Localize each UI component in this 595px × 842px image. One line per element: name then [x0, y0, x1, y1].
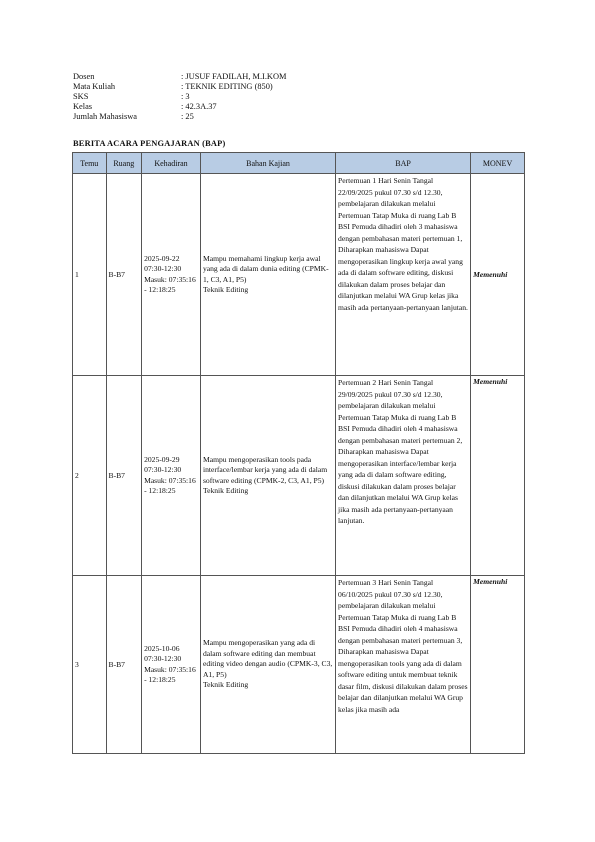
info-row-class	[73, 102, 286, 112]
info-value: : JUSUF FADILAH, M.I.KOM	[181, 72, 287, 81]
info-label: Kelas	[73, 101, 93, 111]
cell-ruang: B-B7	[106, 376, 142, 576]
header-bahan-kajian: Bahan Kajian	[200, 153, 335, 174]
info-label: Dosen	[73, 72, 95, 81]
cell-temu: 1	[73, 174, 107, 376]
info-label: SKS	[73, 91, 89, 101]
cell-monev: Memenuhi	[471, 576, 525, 754]
info-label: Jumlah Mahasiswa	[73, 111, 137, 121]
header-kehadiran: Kehadiran	[142, 153, 201, 174]
section-title: BERITA ACARA PENGAJARAN (BAP)	[73, 139, 226, 148]
course-info	[73, 72, 286, 122]
topic-text: Mampu mengoperasikan tools pada interface/lembar kerja yang ada di dalam software editing (CPMK-2, C3, A1, P5)	[202, 454, 328, 485]
info-row-students	[73, 112, 286, 122]
cell-bahan-kajian	[200, 376, 335, 576]
cell-temu: 3	[73, 576, 107, 754]
cell-bap: Pertemuan 1 Hari Senin Tangal 22/09/2025 pukul 07.30 s/d 12.30, pembelajaran dilakukan melalui Pertemuan Tatap Muka di ruang Lab B BSI Pemuda dihadiri oleh 3 mahasiswa dengan pembahasan materi pertemuan 1, Diharapkan mahasiswa Dapat mengoperasikan lingkup kerja awal yang ada di dalam software editing, diskusi dilakukan dalam proses belajar dan dilanjutkan melalui WA Grup kelas jika masih ada pertanyaan-pertanyaan lanjutan.	[336, 174, 471, 376]
topic-subject: Teknik Editing	[202, 285, 249, 294]
cell-kehadiran: 2025-09-22 07:30-12:30 Masuk: 07:35:16 - 12:18:25	[142, 174, 201, 376]
info-value: : 3	[181, 91, 190, 101]
cell-kehadiran: 2025-10-06 07:30-12:30 Masuk: 07:35:16 - 12:18:25	[142, 576, 201, 754]
info-value: : 25	[181, 111, 194, 121]
cell-bahan-kajian	[200, 576, 335, 754]
topic-subject: Teknik Editing	[202, 680, 249, 690]
info-label: Mata Kuliah	[73, 81, 116, 91]
cell-monev: Memenuhi	[471, 376, 525, 576]
cell-temu: 2	[73, 376, 107, 576]
cell-ruang: B-B7	[106, 576, 142, 754]
info-row-lecturer	[73, 72, 286, 82]
cell-kehadiran: 2025-09-29 07:30-12:30 Masuk: 07:35:16 - 12:18:25	[142, 376, 201, 576]
cell-ruang: B-B7	[106, 174, 142, 376]
bap-text: Pertemuan 3 Hari Senin Tangal 06/10/2025 pukul 07.30 s/d 12.30, pembelajaran dilakukan melalui Pertemuan Tatap Muka di ruang Lab B BSI Pemuda dihadiri oleh 4 mahasiswa dengan pembahasan materi pertemuan 3, Diharapkan mahasiswa Dapat mengoperasikan tools yang ada di dalam software editing untuk membuat teknik dasar film, diskusi dilakukan dalam proses belajar dan dilanjutkan melalui WA Grup kelas jika masih ada	[338, 578, 468, 714]
header-ruang: Ruang	[106, 153, 142, 174]
bap-table	[72, 152, 525, 754]
header-monev: MONEV	[471, 153, 525, 174]
info-row-credits	[73, 92, 286, 102]
table-row	[73, 376, 525, 576]
cell-bap	[336, 576, 471, 754]
topic-text: Mampu memahami lingkup kerja awal yang ada di dalam dunia editing (CPMK-1, C3, A1, P5)	[202, 253, 329, 284]
header-bap: BAP	[336, 153, 471, 174]
cell-bap: Pertemuan 2 Hari Senin Tangal 29/09/2025 pukul 07.30 s/d 12.30, pembelajaran dilakukan melalui Pertemuan Tatap Muka di ruang Lab B BSI Pemuda dihadiri oleh 4 mahasiswa dengan pembahasan materi pertemuan 2, Diharapkan mahasiswa Dapat mengoperasikan interface/lembar kerja yang ada di dalam software editing, diskusi dilakukan dalam proses belajar dan dilanjutkan melalui WA Grup kelas jika masih ada pertanyaan-pertanyaan lanjutan.	[336, 376, 471, 576]
info-value: : TEKNIK EDITING (850)	[181, 81, 273, 91]
header-temu: Temu	[73, 153, 107, 174]
table-row	[73, 174, 525, 376]
topic-text: Mampu mengoperasikan yang ada di dalam software editing dan membuat editing video dengan audio (CPMK-3, C3, A1, P5)	[202, 638, 333, 679]
cell-monev: Memenuhi	[471, 174, 525, 376]
topic-subject: Teknik Editing	[202, 486, 249, 495]
cell-bahan-kajian	[200, 174, 335, 376]
table-row	[73, 576, 525, 754]
info-value: : 42.3A.37	[181, 101, 217, 111]
table-header-row	[73, 153, 525, 174]
info-row-course	[73, 82, 286, 92]
